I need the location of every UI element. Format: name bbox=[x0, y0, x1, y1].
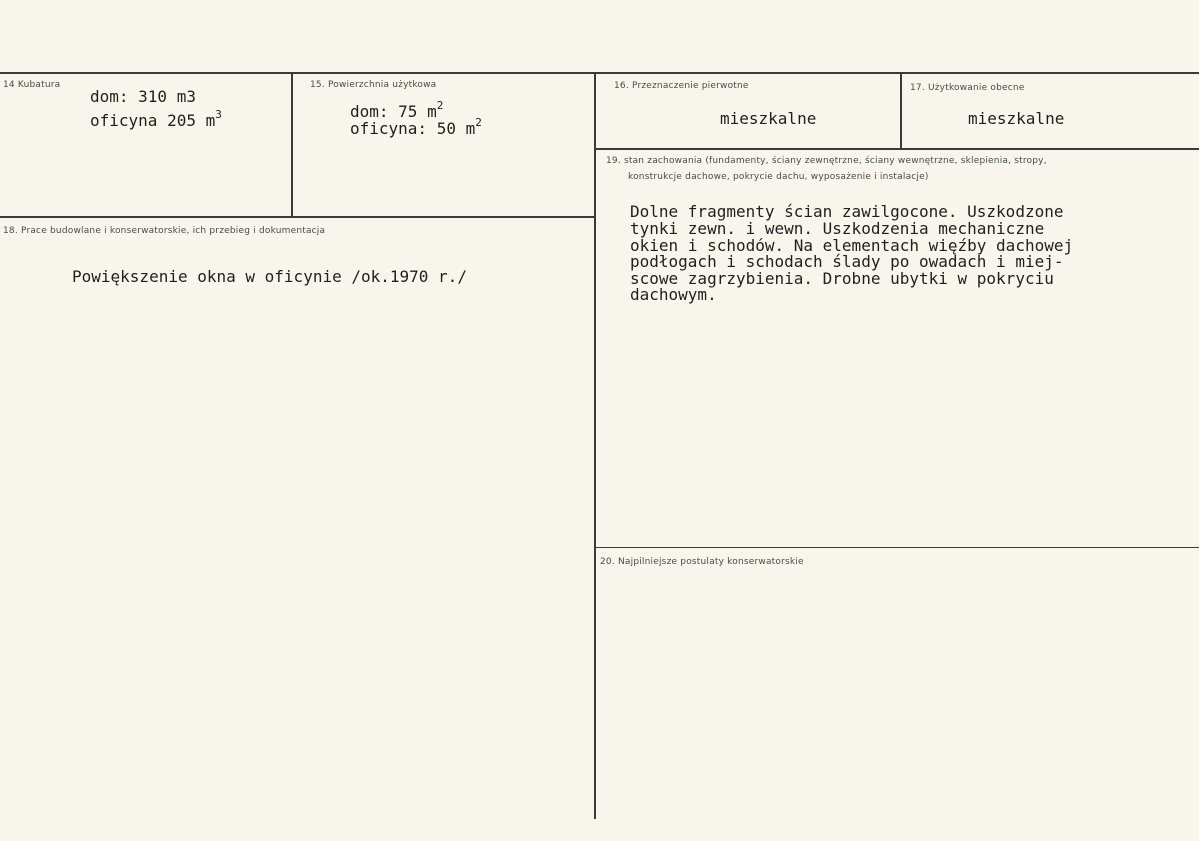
field-18-label: 18. Prace budowlane i konserwatorskie, ich przebieg i dokumentacja bbox=[3, 226, 326, 236]
field-20-label: 20. Najpilniejsze postulaty konserwatorskie bbox=[600, 557, 804, 567]
field-16-label: 16. Przeznaczenie pierwotne bbox=[614, 81, 749, 91]
field-14-label: 14 Kubatura bbox=[3, 80, 61, 90]
rule-under-16-17 bbox=[596, 148, 1199, 150]
field-19-line: tynki zewn. i wewn. Uszkodzenia mechaniczne bbox=[630, 219, 1045, 238]
field-19-line: okien i schodów. Na elementach więźby dachowej bbox=[630, 236, 1074, 255]
field-19-label-line1: 19. stan zachowania (fundamenty, ściany zewnętrzne, ściany wewnętrzne, sklepienia, stropy, bbox=[606, 156, 1047, 166]
field-19-line: scowe zagrzybienia. Drobne ubytki w pokryciu bbox=[630, 269, 1054, 288]
field-14-dom-value: dom: 310 m3 bbox=[90, 87, 196, 106]
divider-14-15 bbox=[291, 74, 293, 216]
field-15-oficyna-sup: 2 bbox=[475, 116, 482, 129]
field-16-value: mieszkalne bbox=[720, 109, 817, 128]
field-19-line: Dolne fragmenty ścian zawilgocone. Uszkodzone bbox=[630, 202, 1064, 221]
rule-above-20 bbox=[596, 547, 1199, 548]
field-14-oficyna-sup: 3 bbox=[215, 108, 222, 121]
field-15-oficyna-value bbox=[350, 116, 482, 139]
field-15-oficyna-text: oficyna: 50 m bbox=[350, 119, 476, 138]
field-19-line: dachowym. bbox=[630, 285, 717, 304]
divider-main-vertical bbox=[594, 74, 596, 819]
field-15-label: 15. Powierzchnia użytkowa bbox=[310, 80, 437, 90]
top-rule bbox=[0, 72, 1199, 74]
field-14-oficyna-text: oficyna 205 m bbox=[90, 111, 216, 130]
field-15-dom-text: dom: 75 m bbox=[350, 102, 437, 121]
divider-16-17 bbox=[900, 74, 902, 148]
rule-under-14-15 bbox=[0, 216, 594, 218]
field-17-label: 17. Użytkowanie obecne bbox=[910, 83, 1025, 93]
field-17-value: mieszkalne bbox=[968, 109, 1065, 128]
field-19-line: podłogach i schodach ślady po owadach i miej- bbox=[630, 252, 1064, 271]
field-14-oficyna-value bbox=[90, 108, 222, 131]
field-19-label-line2: konstrukcje dachowe, pokrycie dachu, wyposażenie i instalacje) bbox=[628, 172, 929, 182]
field-15-dom-sup: 2 bbox=[436, 99, 444, 112]
field-18-value: Powiększenie okna w oficynie /ok.1970 r./ bbox=[72, 267, 467, 286]
